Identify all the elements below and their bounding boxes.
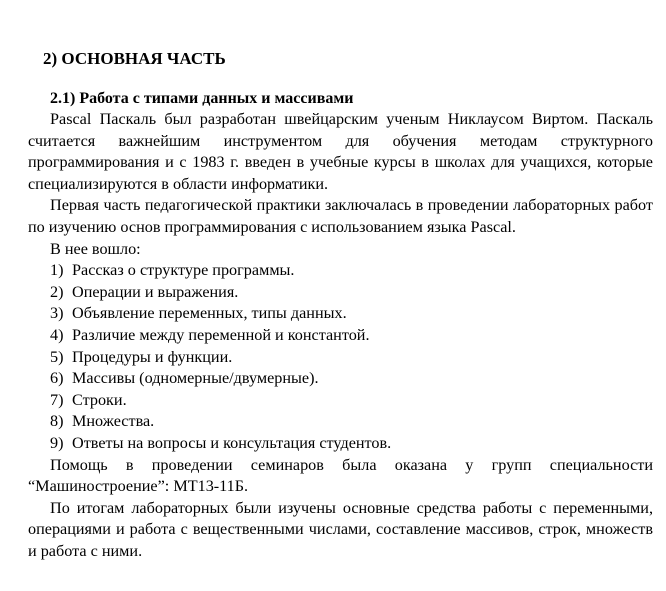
list-item-number: 5) bbox=[50, 347, 64, 366]
paragraph-practice-part-one: Первая часть педагогической практики заключалась в проведении лабораторных работ по изучению основ программирования с использованием языка Pascal. bbox=[28, 196, 653, 236]
subsection-title: 2.1) Работа с типами данных и массивами bbox=[50, 90, 354, 107]
list-item bbox=[28, 325, 653, 347]
paragraph-lab-results: По итогам лабораторных были изучены основные средства работы с переменными, операциями и работа с вещественными числами, составление массивов, строк, множеств и работа с ними. bbox=[28, 498, 653, 560]
list-item-number: 8) bbox=[50, 412, 64, 431]
list-item-text: Процедуры и функции. bbox=[72, 347, 233, 366]
list-item-text: Множества. bbox=[72, 412, 155, 431]
list-item-number: 4) bbox=[50, 325, 64, 344]
document-page bbox=[28, 48, 653, 562]
section-title: 2) ОСНОВНАЯ ЧАСТЬ bbox=[43, 49, 226, 68]
list-item bbox=[28, 433, 653, 455]
topics-list bbox=[28, 260, 653, 454]
list-item-text: Операции и выражения. bbox=[72, 282, 239, 301]
list-item-text: Различие между переменной и константой. bbox=[72, 325, 370, 344]
paragraph-pascal-history: Pascal Паскаль был разработан швейцарским ученым Никлаусом Виртом. Паскаль считается важнейшим инструментом для обучения методам структурного программирования и с 1983 г. введен в учебные курсы в школах для учащихся, которые специализируются в области информатики. bbox=[28, 110, 653, 193]
list-item bbox=[28, 282, 653, 304]
list-item-text: Строки. bbox=[72, 390, 127, 409]
list-item bbox=[28, 260, 653, 282]
list-item-number: 9) bbox=[50, 433, 64, 452]
list-item-text: Объявление переменных, типы данных. bbox=[72, 304, 347, 323]
list-intro: В нее вошло: bbox=[50, 239, 141, 258]
list-item bbox=[28, 411, 653, 433]
list-item-text: Рассказ о структуре программы. bbox=[72, 261, 295, 280]
list-item-number: 2) bbox=[50, 282, 64, 301]
list-item-number: 3) bbox=[50, 304, 64, 323]
list-item-text: Ответы на вопросы и консультация студентов. bbox=[72, 433, 392, 452]
list-item-text: Массивы (одномерные/двумерные). bbox=[72, 369, 319, 388]
paragraph-seminar-help: Помощь в проведении семинаров была оказана у групп специальности “Машиностроение”: МТ13-11Б. bbox=[28, 455, 653, 496]
list-item-number: 6) bbox=[50, 369, 64, 388]
list-item bbox=[28, 390, 653, 412]
list-item bbox=[28, 368, 653, 390]
list-item-number: 7) bbox=[50, 390, 64, 409]
list-item bbox=[28, 347, 653, 369]
list-item bbox=[28, 303, 653, 325]
list-item-number: 1) bbox=[50, 261, 64, 280]
